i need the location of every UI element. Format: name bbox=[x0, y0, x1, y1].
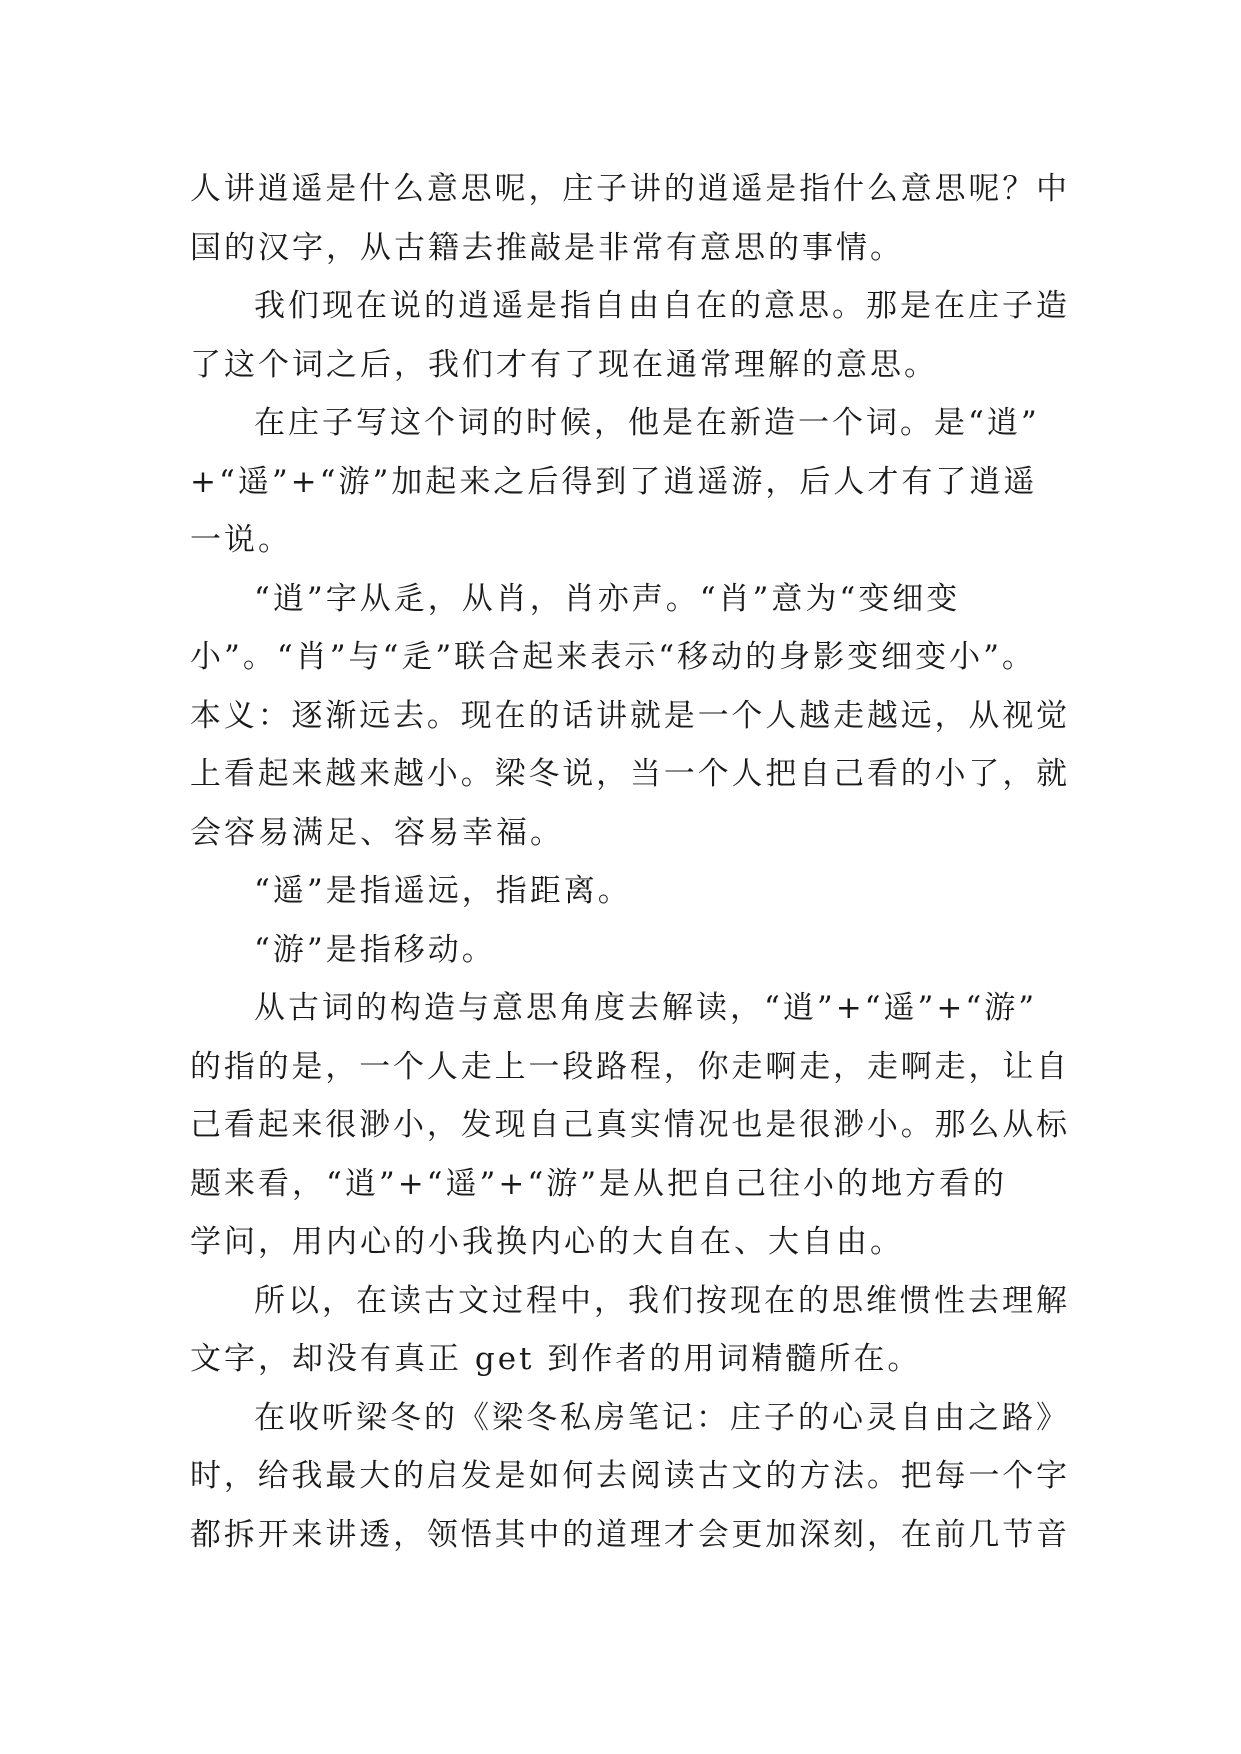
text-line: 一说。 bbox=[190, 522, 292, 558]
text-line: 小”。“肖”与“辵”联合起来表示“移动的身影变细变小”。 bbox=[190, 639, 1036, 675]
document-body bbox=[190, 160, 1070, 1564]
text-line: 的指的是，一个人走上一段路程，你走啊走，走啊走，让自 bbox=[190, 1048, 1071, 1085]
text-line: “逍”字从辵，从肖，肖亦声。“肖”意为“变细变 bbox=[254, 580, 961, 617]
text-line: 所以，在读古文过程中，我们按现在的思维惯性去理解 bbox=[254, 1282, 1070, 1319]
text-line: 时，给我最大的启发是如何去阅读古文的方法。把每一个字 bbox=[190, 1458, 1071, 1494]
text-line: “遥”是指遥远，指距离。 bbox=[254, 873, 632, 909]
text-line: 都拆开来讲透，领悟其中的道理才会更加深刻，在前几节音 bbox=[190, 1516, 1071, 1553]
text-line: 题来看，“逍”+“遥”+“游”是从把自己往小的地方看的 bbox=[190, 1165, 1008, 1202]
text-line: “游”是指移动。 bbox=[254, 931, 496, 968]
text-line: 文字，却没有真正 get 到作者的用词精髓所在。 bbox=[190, 1341, 922, 1377]
text-line: 会容易满足、容易幸福。 bbox=[190, 814, 564, 851]
text-line: 在庄子写这个词的时候，他是在新造一个词。是“逍” bbox=[254, 405, 1040, 441]
text-line: 我们现在说的逍遥是指自由自在的意思。那是在庄子造 bbox=[254, 288, 1070, 324]
text-line: 本义：逐渐远去。现在的话讲就是一个人越走越远，从视觉 bbox=[190, 697, 1071, 734]
text-line: 己看起来很渺小，发现自己真实情况也是很渺小。那么从标 bbox=[190, 1107, 1071, 1143]
text-line: 了这个词之后，我们才有了现在通常理解的意思。 bbox=[190, 346, 938, 383]
text-line: +“遥”+“游”加起来之后得到了逍遥游，后人才有了逍遥 bbox=[190, 463, 1038, 500]
text-line: 国的汉字，从古籍去推敲是非常有意思的事情。 bbox=[190, 229, 904, 266]
text-line: 在收听梁冬的《梁冬私房笔记：庄子的心灵自由之路》 bbox=[254, 1399, 1070, 1436]
text-line: 人讲逍遥是什么意思呢，庄子讲的逍遥是指什么意思呢？中 bbox=[190, 171, 1071, 207]
text-line: 上看起来越来越小。梁冬说，当一个人把自己看的小了，就 bbox=[190, 756, 1071, 792]
text-line: 学问，用内心的小我换内心的大自在、大自由。 bbox=[190, 1224, 904, 1260]
text-line: 从古词的构造与意思角度去解读，“逍”+“遥”+“游” bbox=[254, 990, 1038, 1026]
